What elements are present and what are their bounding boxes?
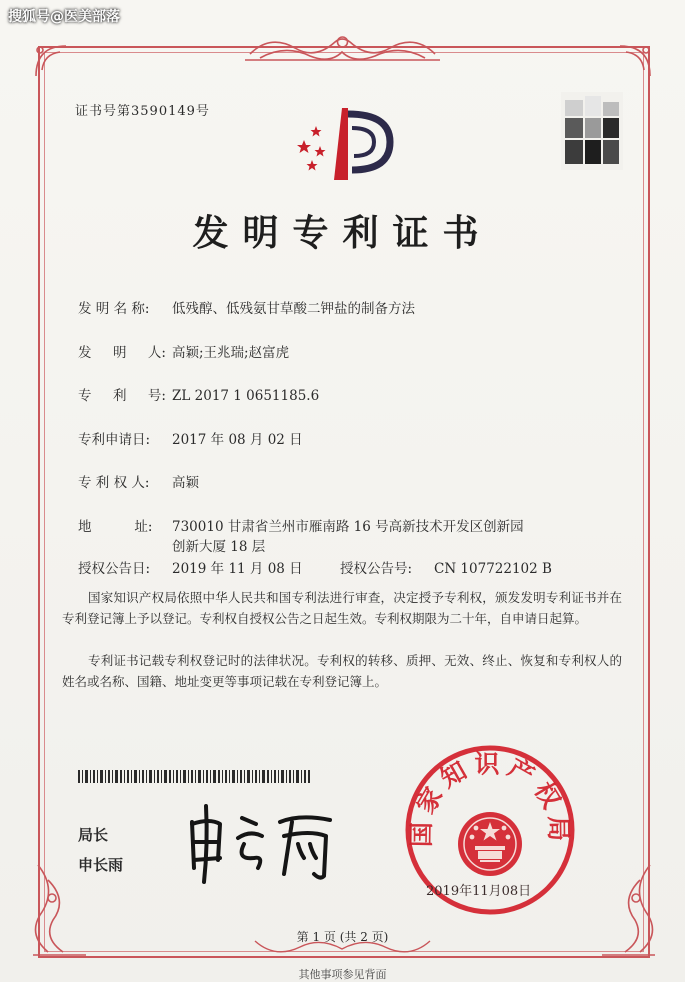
corner-ornament-icon xyxy=(600,860,660,960)
field-inventor xyxy=(78,341,289,361)
page-number: 第 1 页 (共 2 页) xyxy=(296,930,389,944)
watermark-text: 搜狐号@医美部落 xyxy=(8,9,120,25)
field-value: 730010 甘肃省兰州市雁南路 16 号高新技术开发区创新园 xyxy=(172,519,524,535)
field-label: 发 明 名 称: xyxy=(78,301,150,317)
field-patentee xyxy=(78,471,199,491)
corner-ornament-icon xyxy=(614,40,656,82)
field-value: 2017 年 08 月 02 日 xyxy=(172,432,303,448)
field-label: 地 址: xyxy=(78,519,153,535)
field-invention-name xyxy=(78,297,415,317)
field-address xyxy=(78,515,524,535)
barcode-icon xyxy=(78,770,310,783)
field-label: 授权公告号: xyxy=(340,561,413,577)
field-value: ZL 2017 1 0651185.6 xyxy=(172,388,320,404)
field-value: 高颖 xyxy=(172,475,199,491)
body-paragraph-1: 国家知识产权局依照中华人民共和国专利法进行审查，决定授予专利权，颁发发明专利证书并在专利登记簿上予以登记。专利权自授权公告之日起生效。专利权期限为二十年，自申请日起算。 xyxy=(62,590,622,626)
field-value: 2019 年 11 月 08 日 xyxy=(172,561,303,577)
corner-ornament-icon xyxy=(28,860,88,960)
director-title: 局长 xyxy=(78,826,109,844)
field-label: 专 利 权 人: xyxy=(78,475,150,491)
field-grant-number xyxy=(340,557,552,577)
corner-ornament-icon xyxy=(30,40,72,82)
field-label: 发 明 人: xyxy=(78,345,166,361)
field-patent-number xyxy=(78,384,319,404)
field-filing-date xyxy=(78,428,303,448)
director-signature-icon xyxy=(180,800,355,885)
certificate-title: 发明专利证书 xyxy=(192,212,493,254)
field-label: 专利申请日: xyxy=(78,432,151,448)
field-label: 授权公告日: xyxy=(78,561,151,577)
director-name: 申长雨 xyxy=(78,856,124,874)
top-ornament-icon xyxy=(240,30,445,68)
field-grant-date xyxy=(78,557,303,577)
footer-note: 其他事项参见背面 xyxy=(298,968,387,981)
seal-date: 2019年11月08日 xyxy=(426,884,532,899)
body-paragraph-2: 专利证书记载专利权登记时的法律状况。专利权的转移、质押、无效、终止、恢复和专利权人的姓名或名称、国籍、地址变更等事项记载在专利登记簿上。 xyxy=(62,653,622,689)
cnipa-logo-icon xyxy=(290,98,400,188)
field-value: CN 107722102 B xyxy=(434,561,552,577)
field-value: 低残醇、低残氨甘草酸二钾盐的制备方法 xyxy=(172,301,415,317)
field-value: 高颖;王兆瑞;赵富虎 xyxy=(172,345,290,361)
field-address-line2: 创新大厦 18 层 xyxy=(172,539,266,555)
certificate-number: 证书号第3590149号 xyxy=(75,104,210,119)
seal-text: 国家知识产权局 xyxy=(406,749,574,848)
field-label: 专 利 号: xyxy=(78,388,166,404)
qr-code-icon xyxy=(561,92,623,170)
